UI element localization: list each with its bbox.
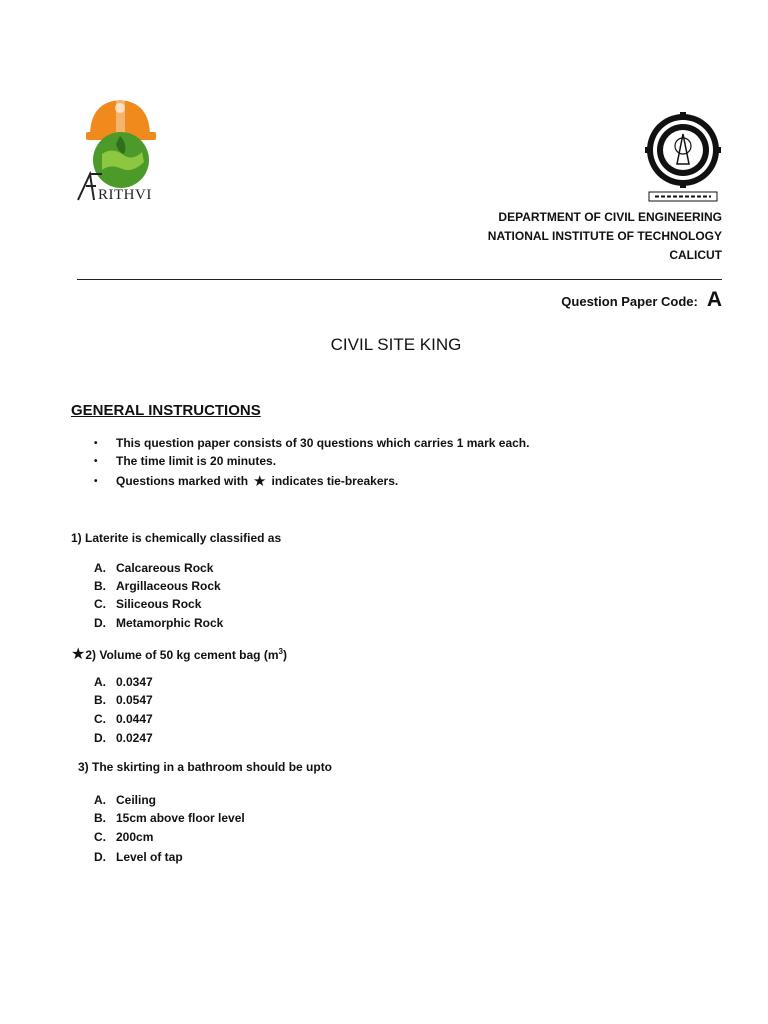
question-text: Volume of 50 kg cement bag (m bbox=[99, 648, 279, 662]
paper-title: CIVIL SITE KING bbox=[330, 335, 462, 354]
option bbox=[94, 712, 153, 726]
option-text: 0.0447 bbox=[116, 712, 153, 726]
department-name: DEPARTMENT OF CIVIL ENGINEERING bbox=[498, 210, 722, 224]
bullet-icon: • bbox=[94, 475, 98, 487]
instruction-text-prefix: Questions marked with bbox=[116, 474, 249, 488]
prithvi-logo-text: RITHVI bbox=[98, 187, 152, 203]
star-icon: ★ bbox=[71, 646, 86, 663]
question-superscript: 3 bbox=[278, 647, 283, 656]
option-letter: D. bbox=[94, 616, 106, 630]
prithvi-logo bbox=[72, 92, 164, 204]
nit-calicut-seal-icon bbox=[645, 112, 721, 206]
option-letter: B. bbox=[94, 693, 106, 707]
option bbox=[94, 830, 153, 844]
option bbox=[94, 850, 183, 864]
instruction-item bbox=[94, 436, 529, 450]
institute-city: CALICUT bbox=[669, 248, 722, 262]
question-2 bbox=[71, 644, 287, 664]
option-text: Metamorphic Rock bbox=[116, 616, 224, 630]
option bbox=[94, 579, 221, 593]
question-text: The skirting in a bathroom should be upto bbox=[92, 760, 333, 774]
star-icon: ★ bbox=[253, 473, 267, 490]
bullet-icon: • bbox=[94, 455, 98, 467]
option-letter: C. bbox=[94, 712, 106, 726]
bullet-icon: • bbox=[94, 437, 98, 449]
option-letter: B. bbox=[94, 579, 106, 593]
option-text: Calcareous Rock bbox=[116, 561, 214, 575]
option-text: Siliceous Rock bbox=[116, 597, 202, 611]
option bbox=[94, 616, 223, 630]
option-letter: A. bbox=[94, 675, 106, 689]
option-text: 0.0347 bbox=[116, 675, 153, 689]
option-text: 0.0547 bbox=[116, 693, 153, 707]
option-text: 200cm bbox=[116, 830, 154, 844]
question-text: Laterite is chemically classified as bbox=[85, 531, 282, 545]
instruction-item bbox=[94, 472, 398, 490]
header-divider bbox=[77, 279, 722, 280]
option-letter: A. bbox=[94, 793, 106, 807]
option-text: Level of tap bbox=[116, 850, 183, 864]
option-letter: A. bbox=[94, 561, 106, 575]
option-text: 15cm above floor level bbox=[116, 811, 245, 825]
option-letter: D. bbox=[94, 731, 106, 745]
option-text: 0.0247 bbox=[116, 731, 153, 745]
option-text: Argillaceous Rock bbox=[116, 579, 221, 593]
option bbox=[94, 561, 213, 575]
instruction-text: The time limit is 20 minutes. bbox=[116, 454, 277, 468]
question-number: 3) bbox=[78, 760, 89, 774]
general-instructions-heading: GENERAL INSTRUCTIONS bbox=[71, 402, 261, 419]
option bbox=[94, 693, 153, 707]
nit-calicut-seal bbox=[645, 112, 721, 206]
option-letter: C. bbox=[94, 597, 106, 611]
question-3 bbox=[78, 760, 332, 774]
option-text: Ceiling bbox=[116, 793, 157, 807]
option-letter: C. bbox=[94, 830, 106, 844]
instruction-text: This question paper consists of 30 questions which carries 1 mark each. bbox=[116, 436, 530, 450]
question-paper-code bbox=[561, 288, 722, 312]
option bbox=[94, 597, 201, 611]
option-letter: B. bbox=[94, 811, 106, 825]
question-paper-code-label: Question Paper Code: bbox=[561, 294, 698, 309]
question-number: 2) bbox=[85, 648, 97, 662]
option bbox=[94, 811, 245, 825]
question-paper-code-value: A bbox=[706, 288, 722, 311]
option bbox=[94, 731, 153, 745]
option bbox=[94, 793, 156, 807]
question-1 bbox=[71, 531, 281, 545]
option-letter: D. bbox=[94, 850, 106, 864]
instruction-text-suffix: indicates tie-breakers. bbox=[271, 474, 399, 488]
institute-name: NATIONAL INSTITUTE OF TECHNOLOGY bbox=[487, 229, 722, 243]
question-suffix: ) bbox=[282, 648, 287, 662]
instruction-item bbox=[94, 454, 276, 468]
option bbox=[94, 675, 153, 689]
question-number: 1) bbox=[71, 531, 82, 545]
